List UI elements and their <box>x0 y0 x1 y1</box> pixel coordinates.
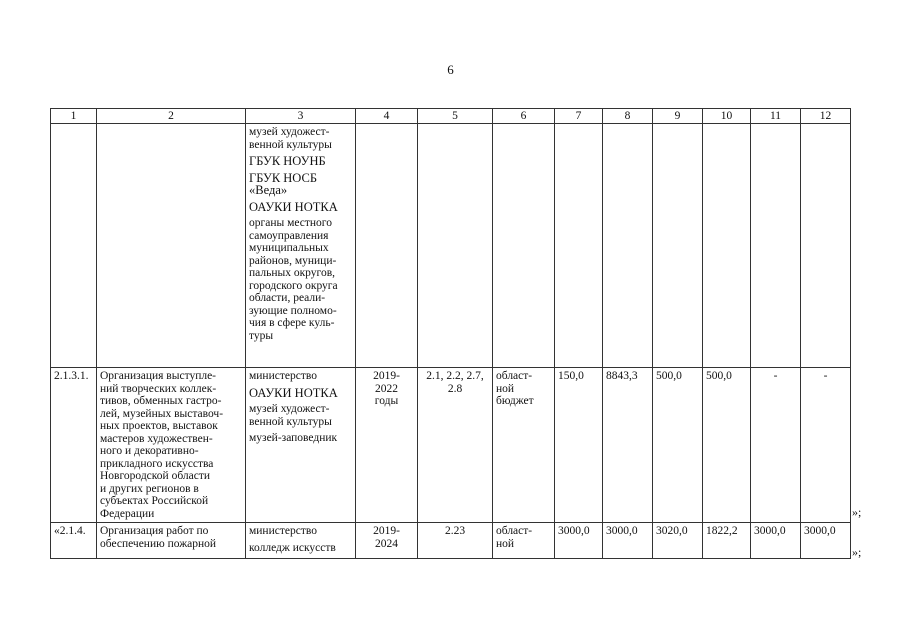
value-2023: - <box>751 368 801 523</box>
target-indicators: 2.23 <box>418 523 493 559</box>
target-indicators: 2.1, 2.2, 2.7, 2.8 <box>418 368 493 523</box>
measure-name: Организация работ по обеспечению пожарной <box>97 523 246 559</box>
executor-ministry: министерство <box>249 525 317 537</box>
value-2019: 3000,0 <box>555 523 603 559</box>
value-2020: 8843,3 <box>603 368 653 523</box>
value-2024: - <box>801 368 851 523</box>
header-row <box>51 109 851 124</box>
value-2022: 500,0 <box>703 368 751 523</box>
table-row-2131 <box>51 368 851 523</box>
header-col-1: 1 <box>51 109 97 124</box>
executor-ministry: министерство <box>249 370 317 382</box>
row-number: 2.1.3.1. <box>51 368 97 523</box>
period: 2019- 2022 годы <box>356 368 418 523</box>
measure-name: Организация выступле- ний творческих коллек- тивов, обменных гастро- лей, музейных выставоч- ных проектов, выставок мастеров художествен- ного и декоративно- прикладного искусства Новгородской области и других регионов в субъектах Российской Федерации <box>97 368 246 523</box>
value-2021: 3020,0 <box>653 523 703 559</box>
funding-source: област- ной бюджет <box>493 368 555 523</box>
executor-museum: музей художест- венной культуры <box>249 126 332 151</box>
executor-veda: ГБУК НОСБ «Веда» <box>249 170 317 197</box>
executor-museum: музей художест- венной культуры <box>249 403 332 428</box>
executor-library: ГБУК НОУНБ <box>249 154 326 168</box>
executors-cell <box>246 368 356 523</box>
table-row-continued <box>51 124 851 368</box>
executor-college: колледж искусств <box>249 541 336 554</box>
value-2022: 1822,2 <box>703 523 751 559</box>
header-col-6: 6 <box>493 109 555 124</box>
executors-cell <box>246 523 356 559</box>
value-2019: 150,0 <box>555 368 603 523</box>
program-table <box>50 108 851 559</box>
executor-reserve: музей-заповедник <box>249 432 338 444</box>
closing-quote-214: »; <box>852 545 862 559</box>
page-number: 6 <box>447 62 454 77</box>
executors-cell <box>246 124 356 368</box>
table-row-214 <box>51 523 851 559</box>
header-col-12: 12 <box>801 109 851 124</box>
period: 2019- 2024 <box>356 523 418 559</box>
value-2024: 3000,0 <box>801 523 851 559</box>
value-2020: 3000,0 <box>603 523 653 559</box>
value-2023: 3000,0 <box>751 523 801 559</box>
header-col-11: 11 <box>751 109 801 124</box>
row-number: «2.1.4. <box>51 523 97 559</box>
header-col-2: 2 <box>97 109 246 124</box>
funding-source: област- ной <box>493 523 555 559</box>
header-col-4: 4 <box>356 109 418 124</box>
header-col-7: 7 <box>555 109 603 124</box>
header-col-3: 3 <box>246 109 356 124</box>
closing-quote-2131: »; <box>852 505 862 519</box>
value-2021: 500,0 <box>653 368 703 523</box>
executor-notka: ОАУКИ НОТКА <box>249 385 338 400</box>
header-col-9: 9 <box>653 109 703 124</box>
header-col-8: 8 <box>603 109 653 124</box>
header-col-10: 10 <box>703 109 751 124</box>
executor-local-gov: органы местного самоуправления муниципальных районов, муници- пальных округов, городского округа области, реали- зующие полномо- чия в сфере куль- туры <box>249 217 338 342</box>
header-col-5: 5 <box>418 109 493 124</box>
executor-notka: ОАУКИ НОТКА <box>249 199 338 214</box>
